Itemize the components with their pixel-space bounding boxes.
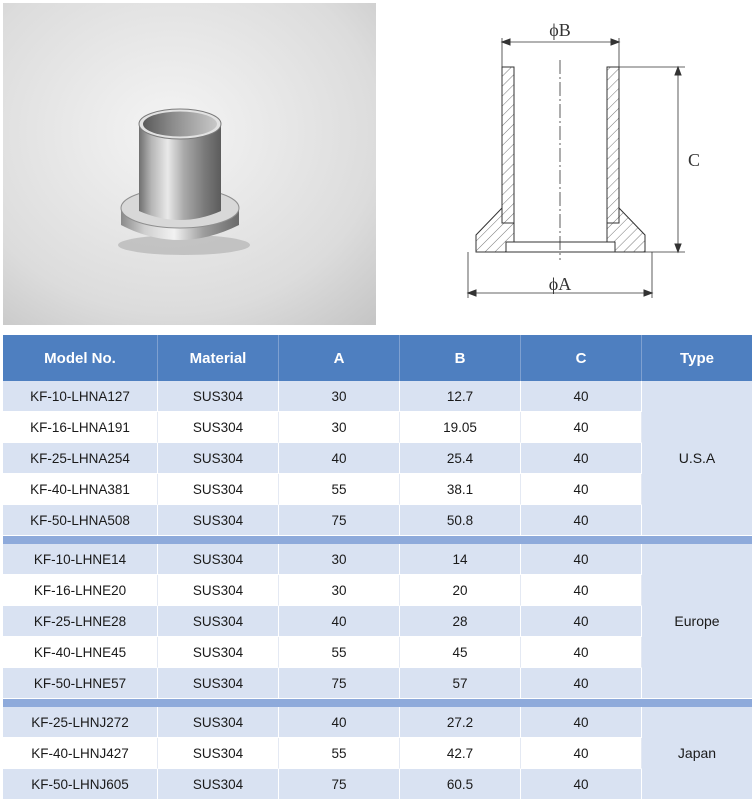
cell-c: 40 — [521, 575, 642, 606]
cell-c: 40 — [521, 474, 642, 505]
cell-c: 40 — [521, 738, 642, 769]
cell-b: 12.7 — [400, 381, 521, 412]
table-row — [3, 544, 752, 575]
cell-a: 40 — [279, 443, 400, 474]
cell-b: 45 — [400, 637, 521, 668]
cell-a: 55 — [279, 738, 400, 769]
cell-material: SUS304 — [158, 505, 279, 536]
label-c: C — [688, 150, 701, 170]
cell-type-japan: Japan — [642, 707, 752, 800]
cell-c: 40 — [521, 544, 642, 575]
cell-b: 20 — [400, 575, 521, 606]
cell-model: KF-16-LHNA191 — [3, 412, 158, 443]
col-header-c: C — [521, 335, 642, 381]
col-header-type: Type — [642, 335, 752, 381]
cell-a: 30 — [279, 381, 400, 412]
cell-b: 50.8 — [400, 505, 521, 536]
cell-type-usa: U.S.A — [642, 381, 752, 536]
col-header-material: Material — [158, 335, 279, 381]
cell-b: 14 — [400, 544, 521, 575]
spec-table — [3, 335, 752, 800]
cell-b: 28 — [400, 606, 521, 637]
table-row — [3, 637, 752, 668]
cell-material: SUS304 — [158, 668, 279, 699]
table-header-row — [3, 335, 752, 381]
cell-a: 75 — [279, 505, 400, 536]
cell-a: 40 — [279, 707, 400, 738]
group-separator — [3, 699, 752, 707]
cell-a: 55 — [279, 474, 400, 505]
cell-model: KF-10-LHNA127 — [3, 381, 158, 412]
cell-b: 57 — [400, 668, 521, 699]
cell-a: 30 — [279, 412, 400, 443]
cell-b: 25.4 — [400, 443, 521, 474]
cell-c: 40 — [521, 606, 642, 637]
cell-c: 40 — [521, 637, 642, 668]
cell-b: 27.2 — [400, 707, 521, 738]
cell-c: 40 — [521, 505, 642, 536]
cell-model: KF-10-LHNE14 — [3, 544, 158, 575]
cell-model: KF-40-LHNA381 — [3, 474, 158, 505]
product-photo — [3, 3, 376, 325]
cell-a: 55 — [279, 637, 400, 668]
table-row — [3, 443, 752, 474]
cell-material: SUS304 — [158, 443, 279, 474]
cell-material: SUS304 — [158, 412, 279, 443]
cell-material: SUS304 — [158, 707, 279, 738]
cell-a: 75 — [279, 769, 400, 800]
table-row — [3, 505, 752, 536]
cell-material: SUS304 — [158, 474, 279, 505]
table-row — [3, 769, 752, 800]
cell-model: KF-50-LHNA508 — [3, 505, 158, 536]
table-row — [3, 381, 752, 412]
cell-material: SUS304 — [158, 637, 279, 668]
cell-a: 40 — [279, 606, 400, 637]
cell-type-europe: Europe — [642, 544, 752, 699]
col-header-model: Model No. — [3, 335, 158, 381]
cell-model: KF-25-LHNJ272 — [3, 707, 158, 738]
cell-material: SUS304 — [158, 575, 279, 606]
col-header-a: A — [279, 335, 400, 381]
cell-a: 75 — [279, 668, 400, 699]
table-row — [3, 412, 752, 443]
cell-c: 40 — [521, 381, 642, 412]
label-a: ϕA — [548, 274, 572, 294]
cell-material: SUS304 — [158, 769, 279, 800]
cell-c: 40 — [521, 668, 642, 699]
cell-b: 38.1 — [400, 474, 521, 505]
cell-material: SUS304 — [158, 381, 279, 412]
cell-model: KF-40-LHNJ427 — [3, 738, 158, 769]
cell-model: KF-16-LHNE20 — [3, 575, 158, 606]
group-separator — [3, 536, 752, 544]
cell-c: 40 — [521, 412, 642, 443]
table-row — [3, 738, 752, 769]
cell-c: 40 — [521, 443, 642, 474]
cell-a: 30 — [279, 575, 400, 606]
cell-b: 60.5 — [400, 769, 521, 800]
cell-a: 30 — [279, 544, 400, 575]
dimension-drawing — [400, 0, 756, 330]
cell-c: 40 — [521, 707, 642, 738]
label-b: ϕB — [549, 20, 571, 40]
cell-model: KF-40-LHNE45 — [3, 637, 158, 668]
table-row — [3, 575, 752, 606]
cell-model: KF-50-LHNJ605 — [3, 769, 158, 800]
table-row — [3, 707, 752, 738]
cell-model: KF-25-LHNE28 — [3, 606, 158, 637]
table-row — [3, 474, 752, 505]
table-row — [3, 606, 752, 637]
cell-b: 42.7 — [400, 738, 521, 769]
col-header-b: B — [400, 335, 521, 381]
cell-b: 19.05 — [400, 412, 521, 443]
cell-material: SUS304 — [158, 606, 279, 637]
cell-model: KF-50-LHNE57 — [3, 668, 158, 699]
cell-c: 40 — [521, 769, 642, 800]
cell-material: SUS304 — [158, 544, 279, 575]
cell-model: KF-25-LHNA254 — [3, 443, 158, 474]
cell-material: SUS304 — [158, 738, 279, 769]
table-row — [3, 668, 752, 699]
